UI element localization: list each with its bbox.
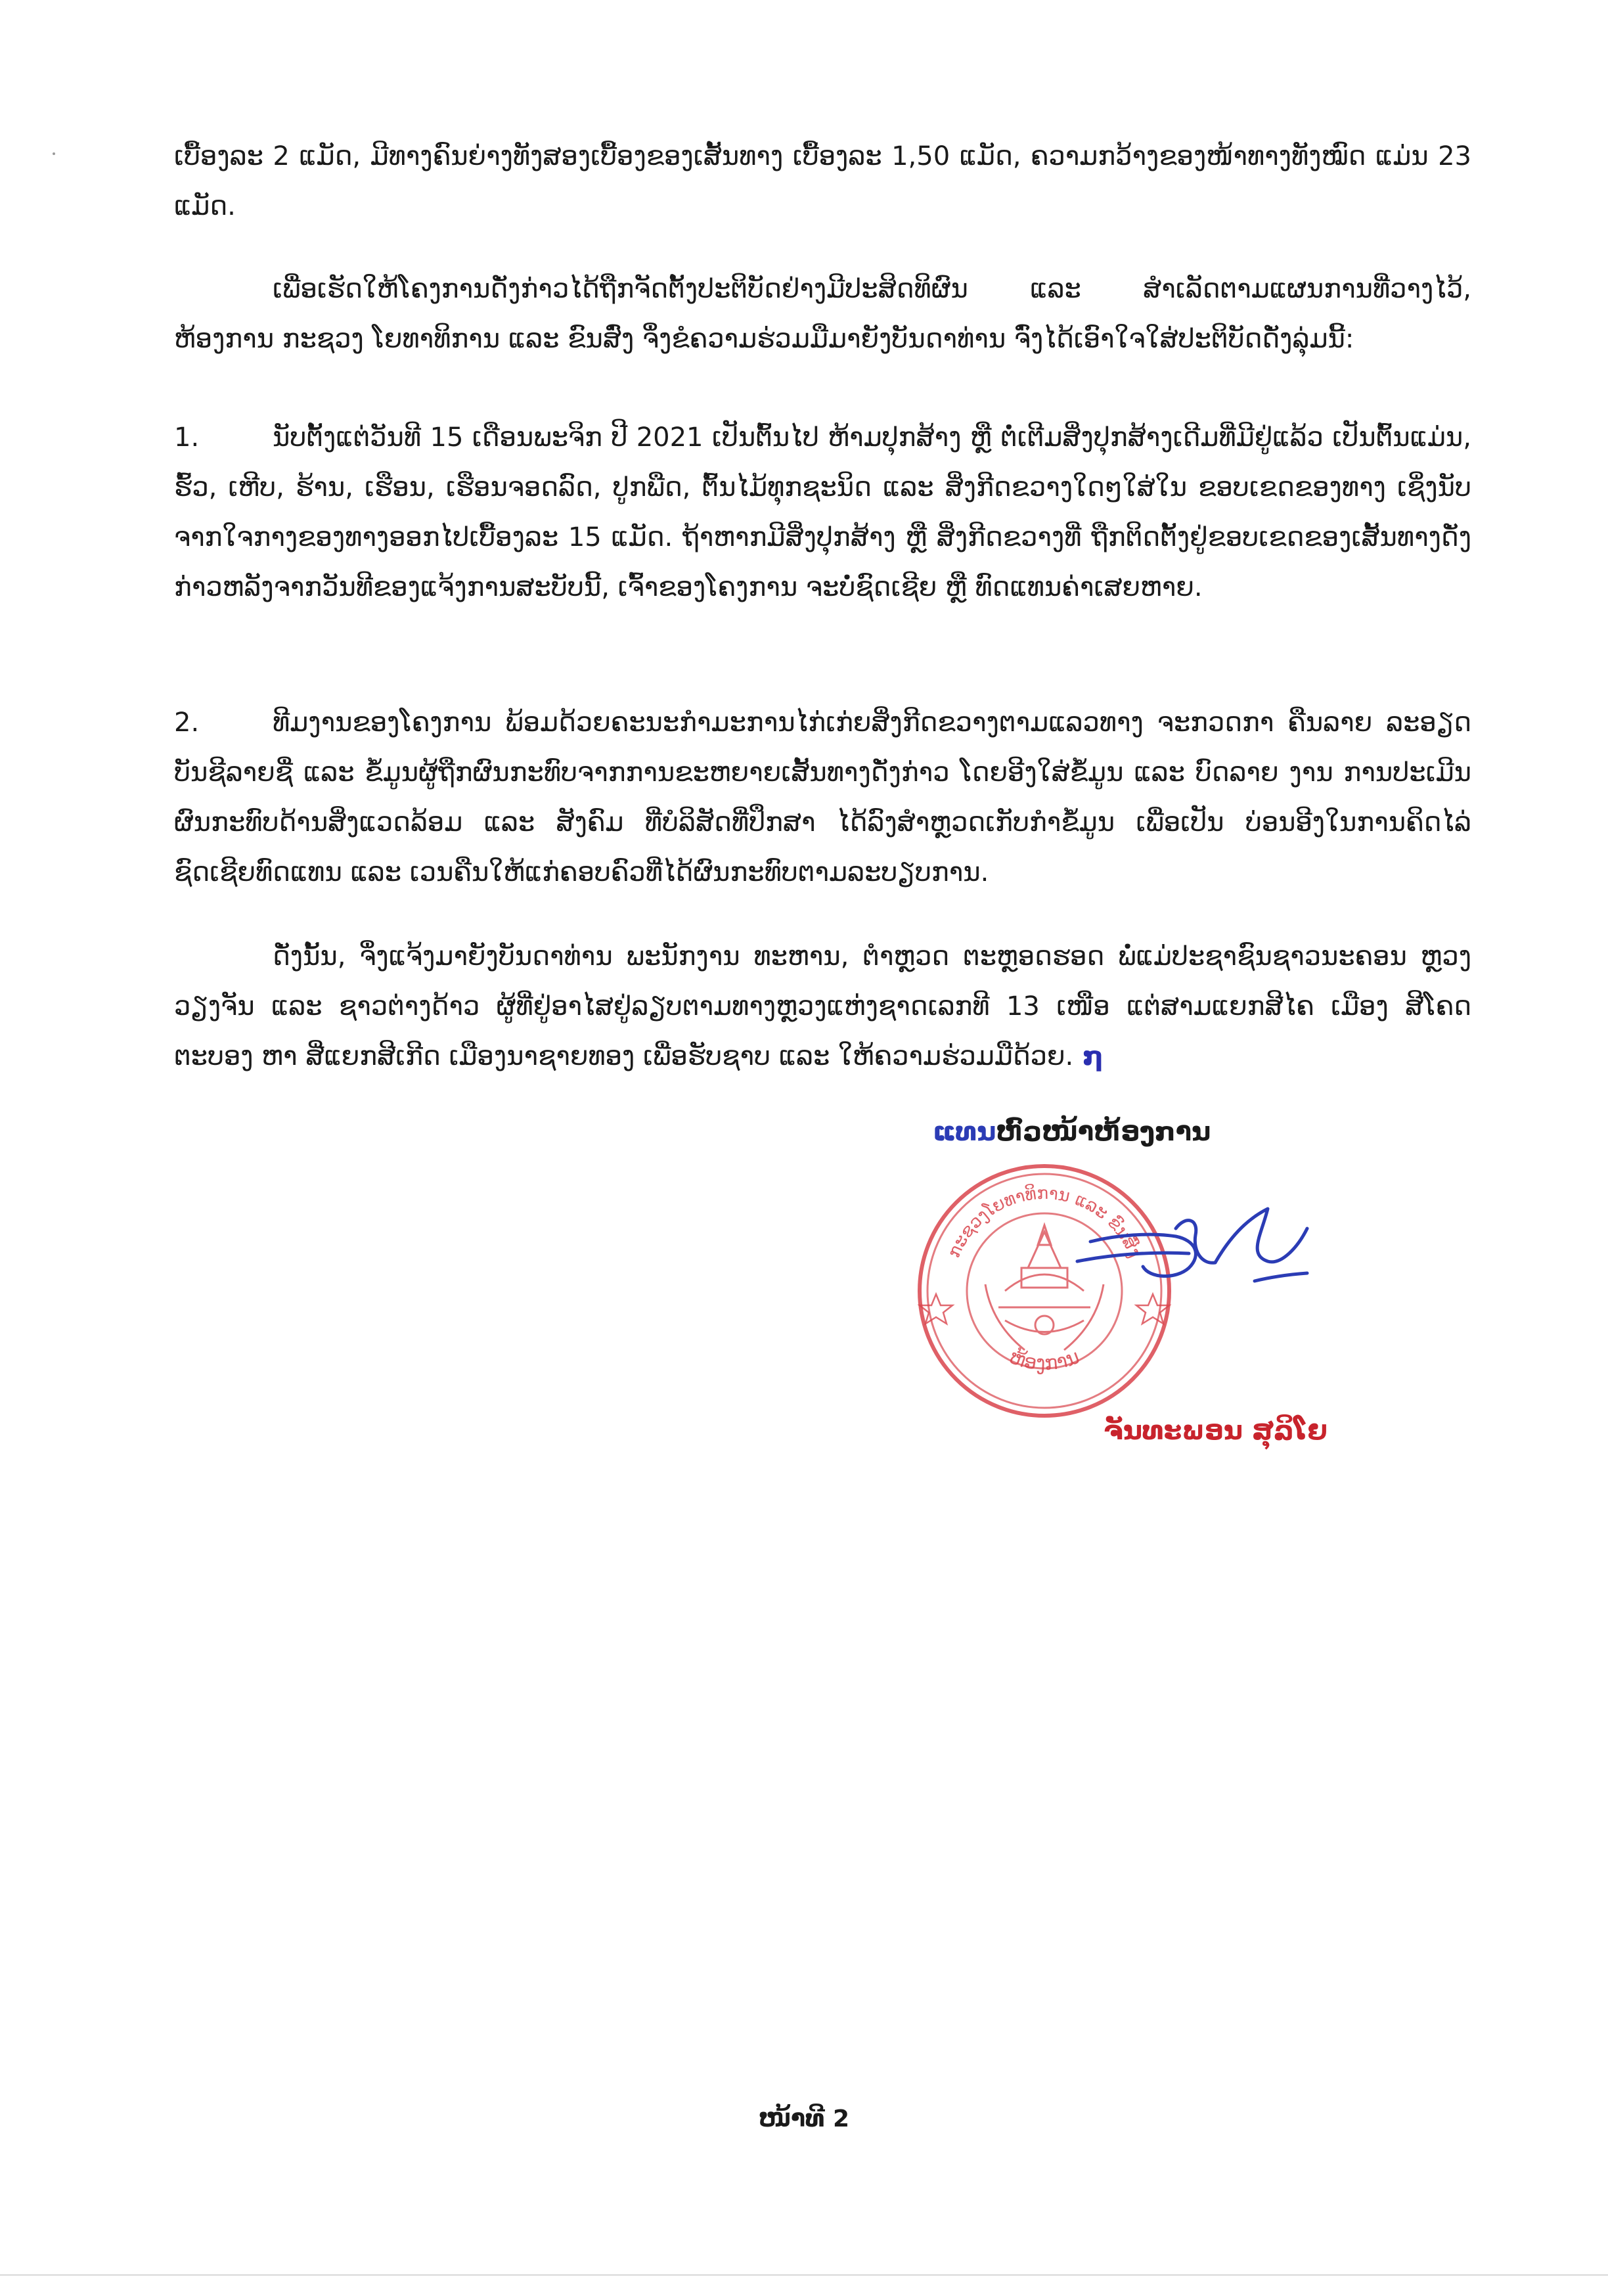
list-item-2-number: 2.: [174, 708, 200, 738]
seal-text-top: ກະຊວງໂຍທາທິການ ແລະ ຂົນສົ່ງ: [944, 1183, 1145, 1261]
signer-name: ຈັນທະພອນ ສຸລິໂຍ: [1104, 1416, 1328, 1446]
scan-speck: [53, 152, 55, 155]
list-item-1-number: 1.: [174, 422, 200, 453]
list-item-1: [174, 413, 1471, 612]
signature-block: [906, 1117, 1432, 1485]
list-item-1-text: ນັບຕັ້ງແຕ່ວັນທີ 15 ເດືອນພະຈິກ ປີ 2021 ເປັນຕົ້ນໄປ ຫ້າມປຸກສ້າງ ຫຼື ຕໍ່ເຕີມສິ່ງປຸກສ້າງເດີມທີ່ມີຢູ່ແລ້ວ ເປັນຕົ້ນແມ່ນ, ຮົ້ວ, ເຫີບ, ຮ້ານ, ເຮືອນ, ເຮືອນຈອດລົດ, ປູກພືດ, ຕົ້ນໄມ້ທຸກຊະນິດ ແລະ ສິ່ງກີດຂວາງໃດໆໃສ່ໃນ ຂອບເຂດຂອງທາງ ເຊິ່ງນັບຈາກໃຈກາງຂອງທາງອອກໄປເບື້ອງລະ 15 ແມັດ. ຖ້າຫາກມີສິ່ງປຸກສ້າງ ຫຼື ສິ່ງກີດຂວາງທີ່ ຖືກຕິດຕັ້ງຢູ່ຂອບເຂດຂອງເສັ້ນທາງດັ່ງກ່າວຫລັງຈາກວັນທີຂອງແຈ້ງການສະບັບນີ້, ເຈົ້າຂອງໂຄງການ ຈະບໍ່ຊົດເຊີຍ ຫຼື ທົດແທນຄ່າເສຍຫາຍ.: [174, 422, 1471, 602]
page-bottom-edge: [0, 2274, 1608, 2276]
seal-text-bottom: ຫ້ອງການ: [1006, 1345, 1083, 1376]
svg-text:ຫ້ອງການ: [1006, 1345, 1083, 1376]
paragraph-closing: [174, 932, 1471, 1081]
list-item-2-text: ທີມງານຂອງໂຄງການ ພ້ອມດ້ວຍຄະນະກໍາມະການໄກ່ເກ່ຍສິ່ງກີດຂວາງຕາມແລວທາງ ຈະກວດກາ ຄືນລາຍ ລະອຽດບັນຊີລາຍຊື່ ແລະ ຂໍ້ມູນຜູ້ຖືກຜົນກະທົບຈາກການຂະຫຍາຍເສັ້ນທາງດັ່ງກ່າວ ໂດຍອີງໃສ່ຂໍ້ມູນ ແລະ ບົດລາຍ ງານ ການປະເມີນຜົນກະທົບດ້ານສິ່ງແວດລ້ອມ ແລະ ສັງຄົມ ທີ່ບໍລິສັດທີ່ປຶກສາ ໄດ້ລົງສໍາຫຼວດເກັບກໍາຂໍ້ມູນ ເພື່ອເປັນ ບ່ອນອີງໃນການຄິດໄລ່ຊົດເຊີຍທົດແທນ ແລະ ເວນຄືນໃຫ້ແກ່ຄອບຄົວທີ່ໄດ້ຜົນກະທົບຕາມລະບຽບການ.: [174, 708, 1471, 888]
signature-title-text: ຫົວໜ້າຫ້ອງການ: [996, 1117, 1211, 1147]
signature-title-handwritten: ແທນ: [933, 1117, 996, 1147]
paragraph-intro: ເບື້ອງລະ 2 ແມັດ, ມີທາງຄົນຍ່າງທັງສອງເບື້ອງຂອງເສັ້ນທາງ ເບື້ອງລະ 1,50 ແມັດ, ຄວາມກວ້າງຂອງໜ້າທາງທັງໝົດ ແມ່ນ 23 ແມັດ.: [174, 141, 1471, 221]
paragraph-closing-text: ດັ່ງນັ້ນ, ຈຶ່ງແຈ້ງມາຍັງບັນດາທ່ານ ພະນັກງານ ທະຫານ, ຕໍາຫຼວດ ຕະຫຼອດຮອດ ພໍ່ແມ່ປະຊາຊົນຊາວນະຄອນ ຫຼວງວຽງຈັນ ແລະ ຊາວຕ່າງດ້າວ ຜູ້ທີ່ຢູ່ອາໄສຢູ່ລຽບຕາມທາງຫຼວງແຫ່ງຊາດເລກທີ 13 ເໜືອ ແຕ່ສາມແຍກສີໄຄ ເມືອງ ສີໂຄດຕະບອງ ຫາ ສີ່ແຍກສີເກີດ ເມືອງນາຊາຍທອງ ເພື່ອຮັບຊາບ ແລະ ໃຫ້ຄວາມຮ່ວມມືດ້ວຍ.: [174, 941, 1471, 1071]
list-item-2: [174, 698, 1471, 897]
paragraph-purpose: ເພື່ອເຮັດໃຫ້ໂຄງການດັ່ງກ່າວໄດ້ຖືກຈັດຕັ້ງປະຕິບັດຢ່າງມີປະສິດທິຜົນ ແລະ ສໍາເລັດຕາມແຜນການທີ່ວາງໄວ້, ຫ້ອງການ ກະຊວງ ໂຍທາທິການ ແລະ ຂົນສົ່ງ ຈຶ່ງຂໍຄວາມຮ່ວມມືມາຍັງບັນດາທ່ານ ຈົ່ງໄດ້ເອົາໃຈໃສ່ປະຕິບັດດັ່ງລຸ່ມນີ້:: [174, 274, 1471, 354]
handwritten-signature: [1071, 1189, 1320, 1301]
closing-mark: ໗: [1083, 1041, 1104, 1071]
signature-title: [933, 1117, 1211, 1147]
page-number: ໜ້າທີ 2: [758, 2105, 850, 2132]
